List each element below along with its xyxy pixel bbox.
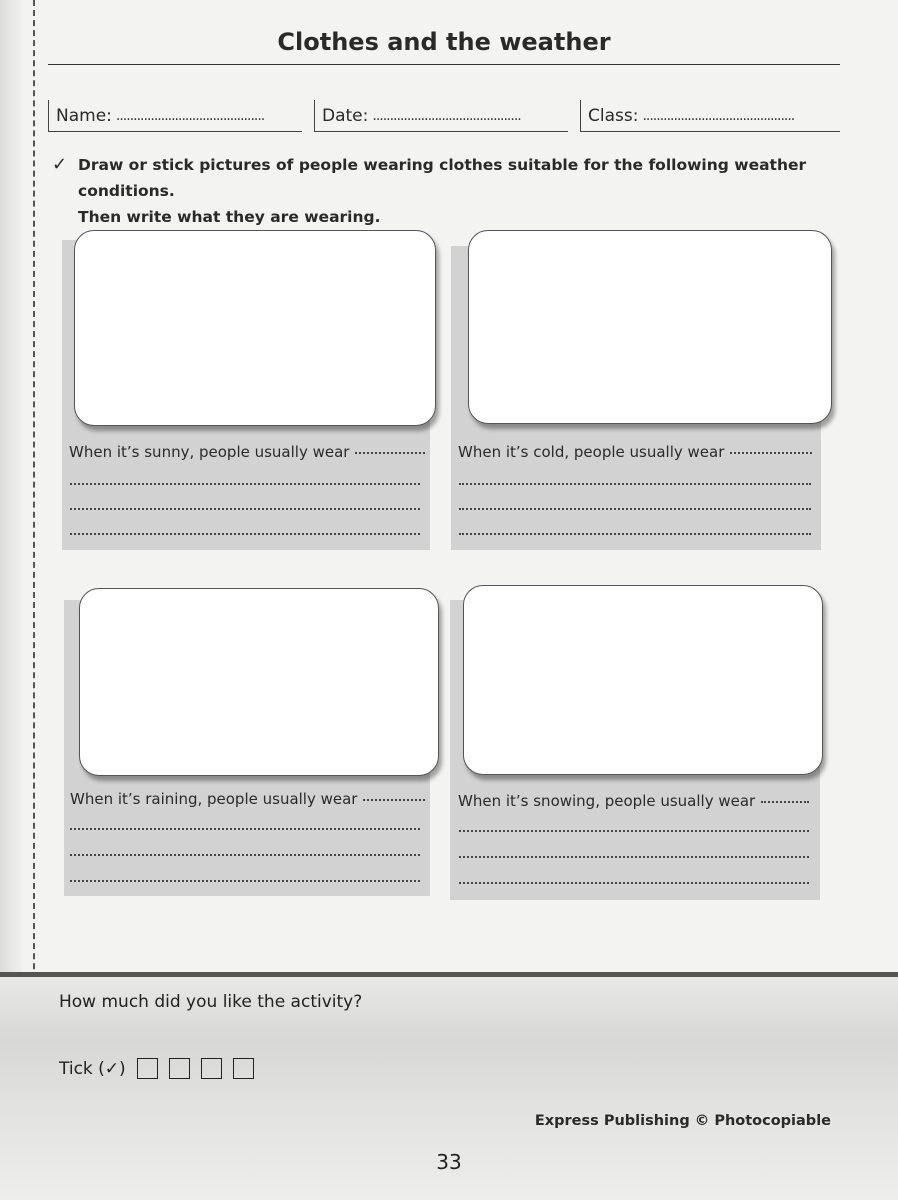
class-field[interactable] — [580, 100, 840, 132]
footer-divider — [0, 972, 898, 977]
raining-caption — [70, 790, 425, 808]
sunny-answer-line-3[interactable] — [70, 533, 420, 535]
instruction — [52, 152, 852, 230]
instruction-line-2: Then write what they are wearing. — [78, 208, 381, 226]
feedback-question: How much did you like the activity? — [59, 992, 363, 1012]
sunny-answer-line-0[interactable] — [355, 452, 425, 454]
date-field[interactable] — [314, 100, 568, 132]
rating-checkbox-4[interactable] — [233, 1058, 254, 1079]
date-field-label: Date: — [322, 105, 369, 126]
sunny-drawing-box[interactable] — [74, 230, 436, 426]
feedback-tick-row — [59, 1058, 254, 1079]
cold-caption — [458, 443, 812, 461]
snowing-drawing-box[interactable] — [463, 585, 823, 775]
name-field[interactable] — [48, 100, 302, 132]
page-title: Clothes and the weather — [277, 28, 611, 56]
page-number: 33 — [436, 1150, 462, 1174]
sunny-answer-line-2[interactable] — [70, 508, 420, 510]
cold-answer-line-1[interactable] — [459, 483, 811, 485]
publisher-credit: Express Publishing © Photocopiable — [534, 1113, 831, 1129]
class-field-label: Class: — [588, 105, 639, 126]
rating-checkbox-1[interactable] — [137, 1058, 158, 1079]
snowing-answer-line-3[interactable] — [459, 882, 809, 884]
cold-drawing-box[interactable] — [468, 230, 832, 424]
title-underline — [48, 64, 840, 65]
snowing-caption — [458, 792, 809, 810]
snowing-answer-line-1[interactable] — [459, 830, 809, 832]
raining-drawing-box[interactable] — [79, 588, 439, 776]
raining-caption-text: When it’s raining, people usually wear — [70, 790, 358, 808]
name-field-label: Name: — [56, 105, 112, 126]
raining-answer-line-3[interactable] — [70, 880, 420, 882]
date-field-dots: ........................................... — [372, 107, 521, 124]
raining-answer-line-1[interactable] — [70, 828, 420, 830]
cold-answer-line-3[interactable] — [459, 533, 811, 535]
cold-caption-text: When it’s cold, people usually wear — [458, 443, 725, 461]
snowing-caption-text: When it’s snowing, people usually wear — [458, 792, 756, 810]
sunny-caption — [69, 443, 425, 461]
cold-answer-line-2[interactable] — [459, 508, 811, 510]
raining-answer-line-0[interactable] — [363, 799, 425, 801]
raining-answer-line-2[interactable] — [70, 854, 420, 856]
name-field-dots: ........................................... — [115, 107, 265, 124]
cold-answer-line-0[interactable] — [730, 452, 812, 454]
rating-checkbox-3[interactable] — [201, 1058, 222, 1079]
sunny-answer-line-1[interactable] — [70, 483, 420, 485]
rating-checkbox-2[interactable] — [169, 1058, 190, 1079]
instruction-line-1: Draw or stick pictures of people wearing clothes suitable for the following weather conditions. — [78, 156, 807, 200]
class-field-dots: ............................................ — [642, 107, 795, 124]
snowing-answer-line-2[interactable] — [459, 856, 809, 858]
tick-icon: ✓ — [52, 154, 68, 175]
tick-label: Tick (✓) — [59, 1058, 126, 1079]
sunny-caption-text: When it’s sunny, people usually wear — [69, 443, 350, 461]
snowing-answer-line-0[interactable] — [761, 801, 809, 803]
